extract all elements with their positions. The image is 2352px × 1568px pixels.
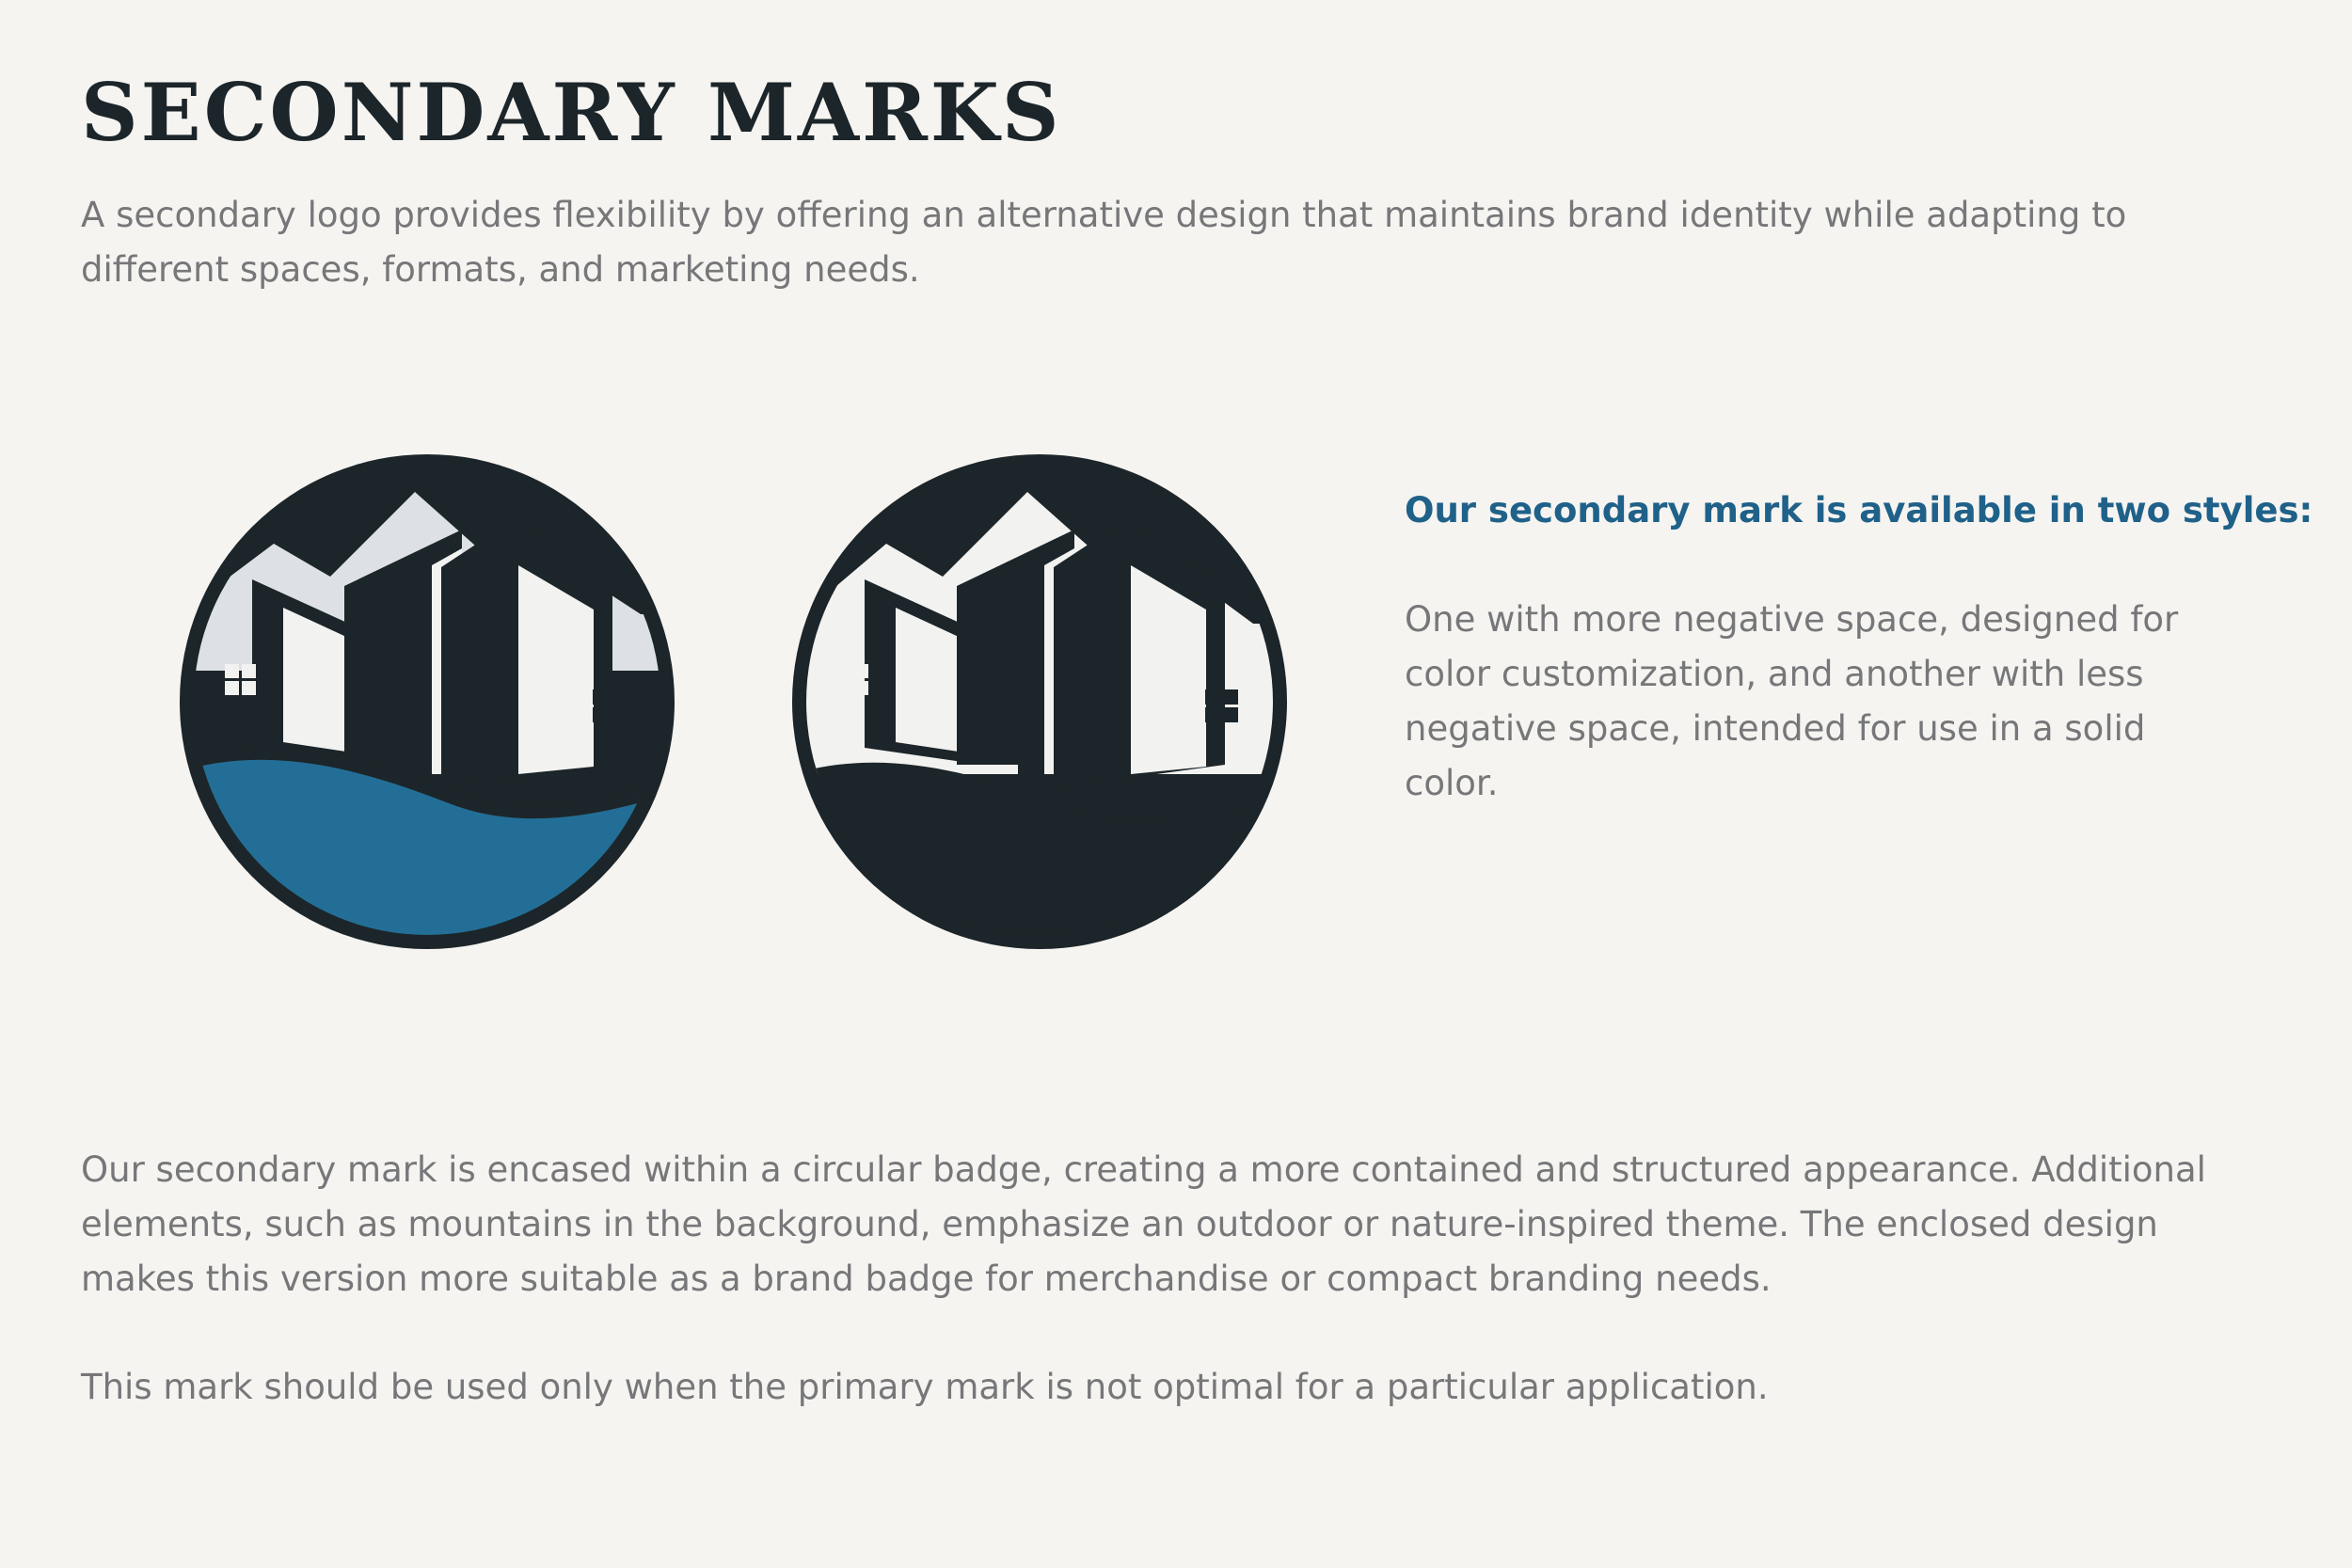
styles-heading: Our secondary mark is available in two styles: [1405,490,2313,531]
styles-description: One with more negative space, designed for color customization, and another with less negative space, intended for use in a solid color. [1405,599,2179,803]
usage-note: This mark should be used only when the primary mark is not optimal for a particular application. [81,1367,1769,1407]
house-mountain-badge-solid-icon [792,454,1287,949]
badge-description: Our secondary mark is encased within a circular badge, creating a more contained and structured appearance. Additional elements, such as mountains in the background, emphasize an outdoor or nature-inspired theme. The enclosed design makes this version more suitable as a brand badge for merchandise or compact branding needs. [81,1149,2206,1299]
page-title: SECONDARY MARKS [81,66,1062,159]
house-mountain-badge-icon [180,454,675,949]
intro-paragraph: A secondary logo provides flexibility by offering an alternative design that maintains brand identity while adapting to different spaces, formats, and marketing needs. [81,195,2127,290]
